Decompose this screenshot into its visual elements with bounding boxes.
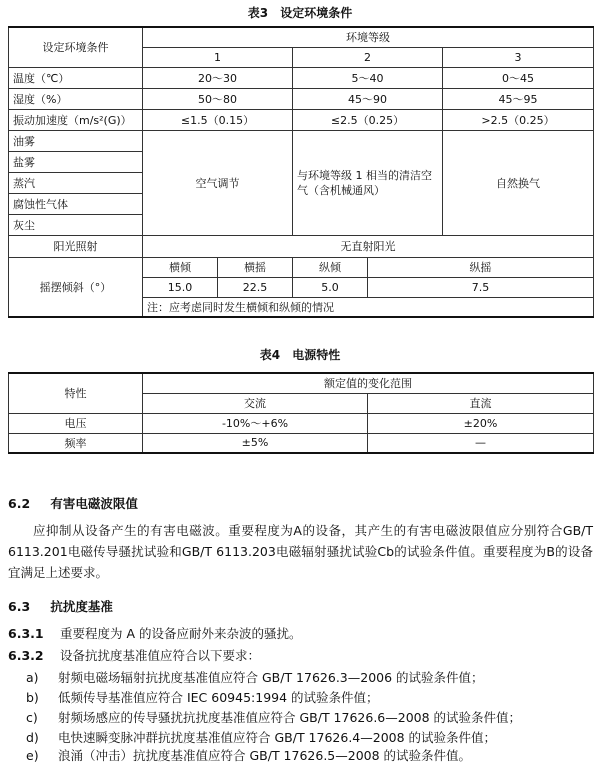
table4-col-dc: 直流: [368, 393, 594, 413]
table3-level-2: 2: [293, 47, 443, 67]
list-item-label: a): [26, 670, 39, 685]
list-item: [26, 728, 496, 746]
table-row: [9, 257, 594, 277]
cell: —: [368, 433, 594, 453]
list-item-label: d): [26, 730, 39, 745]
cell: ≤1.5（0.15）: [143, 109, 293, 130]
table3-level-1: 1: [143, 47, 293, 67]
table4-col-ac: 交流: [143, 393, 368, 413]
table3-header-param: 设定环境条件: [9, 27, 143, 67]
clause-6-3-1: [8, 624, 302, 642]
cell: ≤2.5（0.25）: [293, 109, 443, 130]
table3-header-group: 环境等级: [143, 27, 594, 47]
row-label-steam: 蒸汽: [9, 172, 143, 193]
tilt-value: 15.0: [143, 277, 218, 297]
list-item-text: 浪涌（冲击）抗扰度基准值应符合 GB/T 17626.5—2008 的试验条件值。: [58, 748, 472, 763]
table-row: [9, 109, 594, 130]
clause-text: 设备抗扰度基准值应符合以下要求：: [60, 648, 261, 663]
row-label-frequency: 频率: [9, 433, 143, 453]
list-item: [26, 668, 484, 686]
tilt-header: 横倾: [143, 257, 218, 277]
row-label: 振动加速度（m/s²(G)）: [9, 109, 143, 130]
row-label-salt-mist: 盐雾: [9, 151, 143, 172]
cell: 45～90: [293, 88, 443, 109]
row-label-oil-mist: 油雾: [9, 130, 143, 151]
sunlight-value: 无直射阳光: [143, 235, 594, 257]
air-value-level-2: 与环境等级 1 相当的清洁空气（含机械通风）: [293, 130, 443, 235]
list-item-text: 射频电磁场辐射抗扰度基准值应符合 GB/T 17626.3—2006 的试验条件值；: [58, 670, 484, 685]
list-item: [26, 708, 521, 726]
cell: 45～95: [443, 88, 594, 109]
row-label-sunlight: 阳光照射: [9, 235, 143, 257]
cell: -10%～+6%: [143, 413, 368, 433]
list-item-text: 射频场感应的传导骚扰抗扰度基准值应符合 GB/T 17626.6—2008 的试验条件值；: [58, 710, 522, 725]
list-item-text: 电快速瞬变脉冲群抗扰度基准值应符合 GB/T 17626.4—2008 的试验条件值；: [58, 730, 497, 745]
list-item-label: b): [26, 690, 39, 705]
cell: 0～45: [443, 67, 594, 88]
section-title: 抗扰度基准: [50, 599, 113, 614]
tilt-value: 22.5: [218, 277, 293, 297]
section-number: 6.2: [8, 496, 31, 511]
air-value-level-1: 空气调节: [143, 130, 293, 235]
list-item-label: c): [26, 710, 38, 725]
table4: [8, 372, 594, 454]
table-row: [9, 413, 594, 433]
row-label-corrosive-gas: 腐蚀性气体: [9, 193, 143, 214]
table-row: [9, 67, 594, 88]
table4-header-group: 额定值的变化范围: [143, 373, 594, 393]
table3-caption-title: 设定环境条件: [280, 6, 353, 20]
clause-number: 6.3.2: [8, 648, 44, 663]
cell: 50～80: [143, 88, 293, 109]
table4-caption-number: 表4: [259, 348, 281, 362]
cell: ±5%: [143, 433, 368, 453]
table3-level-3: 3: [443, 47, 594, 67]
clause-number: 6.3.1: [8, 626, 44, 641]
list-item: [26, 688, 379, 706]
cell: 5～40: [293, 67, 443, 88]
cell: ±20%: [368, 413, 594, 433]
section-6-3-heading: [8, 597, 113, 615]
section-6-2-body: 应抑制从设备产生的有害电磁波。重要程度为A的设备，其产生的有害电磁波限值应分别符合GB/T 6113.201电磁传导骚扰试验和GB/T 6113.203电磁辐射骚扰试验Cb的试验条件值。重要程度为B的设备宜满足上述要求。: [8, 523, 593, 580]
section-title: 有害电磁波限值: [50, 496, 138, 511]
row-label-voltage: 电压: [9, 413, 143, 433]
list-item-text: 低频传导基准值应符合 IEC 60945:1994 的试验条件值；: [58, 690, 379, 705]
cell: >2.5（0.25）: [443, 109, 594, 130]
list-item-label: e): [26, 748, 39, 763]
table4-caption: [0, 346, 600, 363]
tilt-header: 纵倾: [293, 257, 368, 277]
tilt-value: 5.0: [293, 277, 368, 297]
list-item: [26, 746, 471, 764]
table4-caption-title: 电源特性: [292, 348, 341, 362]
tilt-value: 7.5: [368, 277, 594, 297]
tilt-header: 横摇: [218, 257, 293, 277]
table-row: [9, 88, 594, 109]
table3-caption-number: 表3: [247, 6, 269, 20]
section-number: 6.3: [8, 599, 31, 614]
tilt-header: 纵摇: [368, 257, 594, 277]
row-label: 湿度（%）: [9, 88, 143, 109]
table3: [8, 26, 594, 318]
table-row: [9, 130, 594, 151]
cell: 20～30: [143, 67, 293, 88]
row-label-tilt: 摇摆倾斜（°）: [9, 257, 143, 317]
row-label-dust: 灰尘: [9, 214, 143, 235]
tilt-note: 注：应考虑同时发生横倾和纵倾的情况: [143, 297, 594, 317]
row-label: 温度（℃）: [9, 67, 143, 88]
clause-text: 重要程度为 A 的设备应耐外来杂波的骚扰。: [60, 626, 302, 641]
clause-6-3-2: [8, 646, 260, 664]
section-6-2-heading: [8, 494, 138, 512]
table3-caption: [0, 4, 600, 21]
table-row: [9, 433, 594, 453]
air-value-level-3: 自然换气: [443, 130, 594, 235]
table-row: [9, 235, 594, 257]
table4-header-param: 特性: [9, 373, 143, 413]
